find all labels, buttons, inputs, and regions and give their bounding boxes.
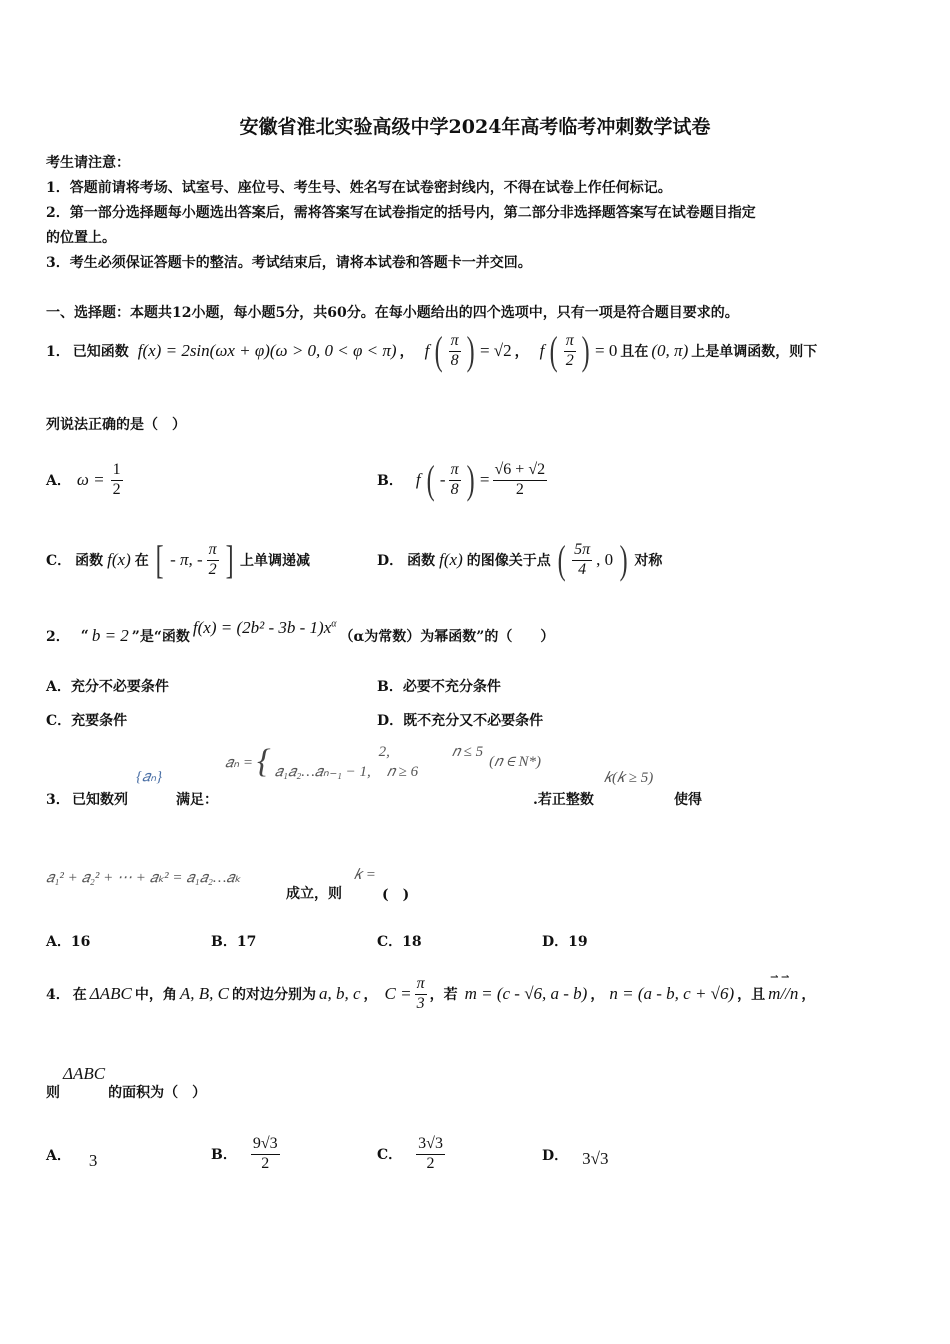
q4-option-d[interactable] (542, 1130, 608, 1180)
q1-paren-l: ( (434, 328, 443, 373)
notice-item-1: 1．答题前请将考场、试室号、座位号、考生号、姓名写在试卷密封线内，不得在试卷上作任何标记。 (46, 180, 672, 196)
q3-option-d[interactable] (542, 931, 588, 951)
q3-paren: ( ) (382, 887, 410, 903)
q3-definition (225, 742, 541, 782)
q1-option-b-den: 2 (515, 480, 524, 498)
notice-item-2: 2．第一部分选择题每小题选出答案后，需将答案写在试卷指定的括号内，第二部分非选择题答案写在试卷题目指定 (46, 205, 756, 221)
q1-option-c-num: π (207, 541, 219, 560)
q3-option-c[interactable] (377, 931, 422, 951)
q1-option-b-arg-den: 8 (450, 480, 459, 498)
q1-option-c-den: 2 (208, 560, 217, 578)
q1-option-b-paren-r: ) (466, 457, 475, 502)
q2-condition: b = 2 (91, 626, 129, 645)
q2-option-c-text: 充要条件 (71, 713, 128, 729)
q4-qie: ，且 (737, 987, 766, 1003)
q1-option-d-label: D． (377, 553, 404, 569)
q1-option-b-label: B． (377, 473, 403, 489)
q3-case1-cond: 𝑛 ≤ 5 (451, 744, 484, 760)
q4-option-b-num: 9√3 (251, 1135, 280, 1154)
q4-m-vector: m = (c - √6, a - b) (464, 984, 588, 1003)
q1-option-c-label: C． (46, 553, 72, 569)
q3-option-a-label: A． (46, 934, 71, 950)
q3-case2-val: 𝑎₁𝑎₂…𝑎ₙ₋₁ − 1, (274, 764, 371, 780)
page-title: 安徽省淮北实验高级中学2024年高考临考冲刺数学试卷 (239, 116, 711, 138)
q4-option-c-num: 3√3 (416, 1135, 445, 1154)
q4-comma-2: ， (590, 987, 605, 1003)
q4-option-c[interactable] (377, 1124, 445, 1184)
q4-ruo: ，若 (429, 987, 458, 1003)
q4-line2 (46, 1062, 206, 1102)
q3-option-d-label: D． (542, 934, 569, 950)
q1-paren-r2: ) (581, 328, 590, 373)
q4-mid-1: 中，角 (134, 987, 177, 1003)
q1-cond2-value: = 0 (595, 341, 618, 360)
q4-option-a[interactable] (46, 1130, 97, 1180)
q2-number: 2． (46, 629, 70, 645)
q3-case2-cond: 𝑛 ≥ 6 (386, 764, 419, 780)
q1-cond2-den: 2 (565, 351, 574, 369)
q1-option-c-pre: 函数 (75, 553, 104, 569)
notice-heading: 考生请注意： (46, 155, 130, 171)
q4-end: ， (801, 987, 816, 1003)
q3-tail-2: 使得 (674, 792, 702, 808)
q3-option-c-text: 18 (402, 934, 422, 950)
q1-cond1-frac (449, 332, 461, 370)
q1-option-c-tail: 上单调递减 (240, 553, 311, 569)
q4-line2-tail: 的面积为（ ） (108, 1085, 207, 1101)
q3-option-d-text: 19 (568, 934, 588, 950)
q4-parallel (768, 972, 799, 1004)
q3-case1-val: 2, (378, 744, 390, 760)
q1-cond2-num: π (564, 332, 576, 351)
q4-sides: a, b, c (318, 984, 361, 1003)
q2-option-a[interactable] (46, 676, 169, 696)
q1-option-b-arg-num: π (449, 461, 461, 480)
q4-n-vector: n = (a - b, c + √6) (609, 984, 735, 1003)
q4-option-b-frac (251, 1135, 280, 1173)
q1-option-d-pre: 函数 (407, 553, 436, 569)
notice-item-3: 3．考生必须保证答题卡的整洁。考试结束后，请将本试卷和答题卡一并交回。 (46, 255, 532, 271)
q2-mid: ”是“函数 (131, 629, 190, 645)
q3-pre: 已知数列 (72, 792, 128, 808)
q1-tail-2: 上是单调函数，则下 (691, 344, 818, 360)
q4-c-lhs: C = (384, 984, 412, 1003)
q3-option-b-label: B． (211, 934, 237, 950)
q1-option-d-num: 5π (572, 541, 592, 560)
q1-interval: (0, π) (651, 341, 689, 360)
q1-cond2-f: f (539, 341, 545, 360)
q1-cond1-num: π (449, 332, 461, 351)
q1-option-b-minus: - (439, 470, 446, 489)
q1-option-c-bracket-r: ] (225, 537, 234, 582)
q1-option-c[interactable] (46, 532, 310, 588)
q4-c-den: 3 (416, 994, 425, 1012)
q4-c-frac (415, 975, 427, 1013)
section-heading: 一、选择题：本题共12小题，每小题5分，共60分。在每小题给出的四个选项中，只有一项是符合题目要求的。 (46, 305, 739, 321)
q1-option-b[interactable] (377, 450, 547, 510)
q1-option-d-den: 4 (578, 560, 587, 578)
q2-tail: （α为常数）为幂函数”的（ ） (339, 629, 555, 645)
q2-option-d[interactable] (377, 710, 543, 730)
q1-option-d-frac (572, 541, 592, 579)
q1-paren-l2: ( (550, 328, 559, 373)
q4-option-c-label: C． (377, 1147, 403, 1163)
q1-option-d-mid: 的图像关于点 (466, 553, 551, 569)
q3-number: 3． (46, 792, 70, 808)
q4-comma: ， (363, 987, 378, 1003)
q2-option-a-text: 充分不必要条件 (70, 679, 169, 695)
q1-option-a-den: 2 (112, 480, 121, 498)
q1-tail-1: 且在 (620, 344, 649, 360)
q1-line1 (46, 326, 817, 376)
q2-option-c[interactable] (46, 710, 127, 730)
q1-option-d-paren-l: ( (557, 537, 566, 582)
q1-option-d-tail: 对称 (634, 553, 663, 569)
q1-option-c-frac (207, 541, 219, 579)
q3-option-a[interactable] (46, 931, 90, 951)
q1-option-a-frac (111, 461, 123, 499)
q4-angles: A, B, C (179, 984, 229, 1003)
q1-option-c-left: - π, - (170, 550, 203, 569)
q2-option-d-label: D． (377, 713, 404, 729)
q3-option-c-label: C． (377, 934, 403, 950)
q1-option-a-label: A． (46, 473, 71, 489)
q4-option-b-label: B． (211, 1147, 237, 1163)
q3-mid: 满足： (176, 792, 218, 808)
q2-option-d-text: 既不充分又不必要条件 (403, 713, 544, 729)
q2-quote-open: “ (80, 628, 89, 644)
q2-function-body: f(x) = (2b² - 3b - 1)x (192, 618, 332, 637)
q3-case1 (275, 742, 484, 762)
q4-line2-pre: 则 (46, 1085, 60, 1101)
q2-line (46, 616, 554, 656)
q1-option-d-f: f(x) (439, 550, 463, 569)
q3-option-a-text: 16 (70, 934, 91, 950)
q2-function-exp: α (331, 618, 337, 630)
q3-tail-1: .若正整数 (533, 792, 594, 808)
q4-option-d-label: D． (542, 1148, 569, 1164)
q1-cond1-value: = √2 (479, 341, 512, 360)
q1-option-b-num: √6 + √2 (493, 461, 548, 480)
q1-option-d[interactable] (377, 532, 662, 588)
q1-option-b-paren-l: ( (426, 457, 435, 502)
q4-parallel-text: m//n (768, 984, 799, 1003)
q3-sequence: {𝑎ₙ} (136, 769, 163, 785)
q4-option-b[interactable] (211, 1124, 280, 1184)
q4-line1 (46, 964, 815, 1024)
q4-option-d-value: 3√3 (582, 1149, 609, 1168)
q1-option-d-pt-tail: , 0 (596, 550, 614, 569)
q4-pre: 在 (72, 987, 87, 1003)
q1-option-c-mid: 在 (134, 553, 149, 569)
q2-option-a-label: A． (46, 679, 71, 695)
q3-k-condition: 𝑘(𝑘 ≥ 5) (604, 770, 654, 786)
q1-option-a-num: 1 (111, 461, 123, 480)
q3-option-b[interactable] (211, 931, 256, 951)
q4-line2-triangle: ΔABC (63, 1064, 106, 1083)
q3-tail-3: 成立，则 (286, 886, 342, 902)
q1-option-b-frac (493, 461, 548, 499)
q1-cond1-den: 8 (450, 351, 459, 369)
q4-vector-arrows: ⇀ ⇀ (770, 972, 790, 983)
q4-option-b-den: 2 (261, 1154, 270, 1172)
q1-sep-1: ， (399, 344, 414, 360)
q3-case2 (275, 762, 484, 782)
q4-mid-2: 的对边分别为 (231, 987, 316, 1003)
q4-triangle: ΔABC (89, 984, 132, 1003)
q1-number: 1． (46, 344, 70, 360)
q2-option-b-label: B． (377, 679, 403, 695)
q1-cond2-frac (564, 332, 576, 370)
q2-option-b[interactable] (377, 676, 501, 696)
q1-option-d-paren-r: ) (619, 537, 628, 582)
q1-option-c-f: f(x) (107, 550, 131, 569)
q3-option-b-text: 17 (236, 934, 257, 950)
q1-paren-r: ) (466, 328, 475, 373)
q1-option-b-f: f (415, 470, 421, 489)
q1-option-b-eq: = (479, 470, 490, 489)
q3-def-lhs: 𝑎ₙ = (225, 754, 253, 771)
q1-option-a[interactable] (46, 455, 123, 505)
q4-c-num: π (415, 975, 427, 994)
q4-option-c-den: 2 (426, 1154, 435, 1172)
q2-function (193, 618, 337, 638)
q1-sep-2: ， (514, 344, 529, 360)
q4-option-a-label: A． (46, 1148, 71, 1164)
q1-pre: 已知函数 (72, 344, 129, 360)
q4-number: 4． (46, 987, 70, 1003)
q3-equation: 𝑎₁² + 𝑎₂² + ⋯ + 𝑎ₖ² = 𝑎₁𝑎₂…𝑎ₖ (46, 870, 241, 886)
q3-domain: (𝑛 ∈ N*) (489, 754, 541, 770)
q2-option-c-label: C． (46, 713, 72, 729)
q3-k-lhs: 𝑘 = (354, 867, 376, 883)
notice-item-2-cont: 的位置上。 (46, 230, 116, 246)
q1-option-c-bracket-l: [ (155, 537, 164, 582)
q1-option-b-arg (449, 461, 461, 499)
q1-option-a-lhs: ω = (76, 470, 105, 489)
q4-option-a-value: 3 (88, 1151, 98, 1170)
q3-cases (275, 742, 484, 782)
q3-brace: { (257, 743, 271, 780)
q4-option-c-frac (416, 1135, 445, 1173)
q1-function: f(x) = 2sin(ωx + φ)(ω > 0, 0 < φ < π) (137, 341, 397, 360)
q2-option-b-text: 必要不充分条件 (402, 679, 501, 695)
q1-cond1-f: f (424, 341, 430, 360)
q1-line2: 列说法正确的是（ ） (46, 417, 186, 433)
